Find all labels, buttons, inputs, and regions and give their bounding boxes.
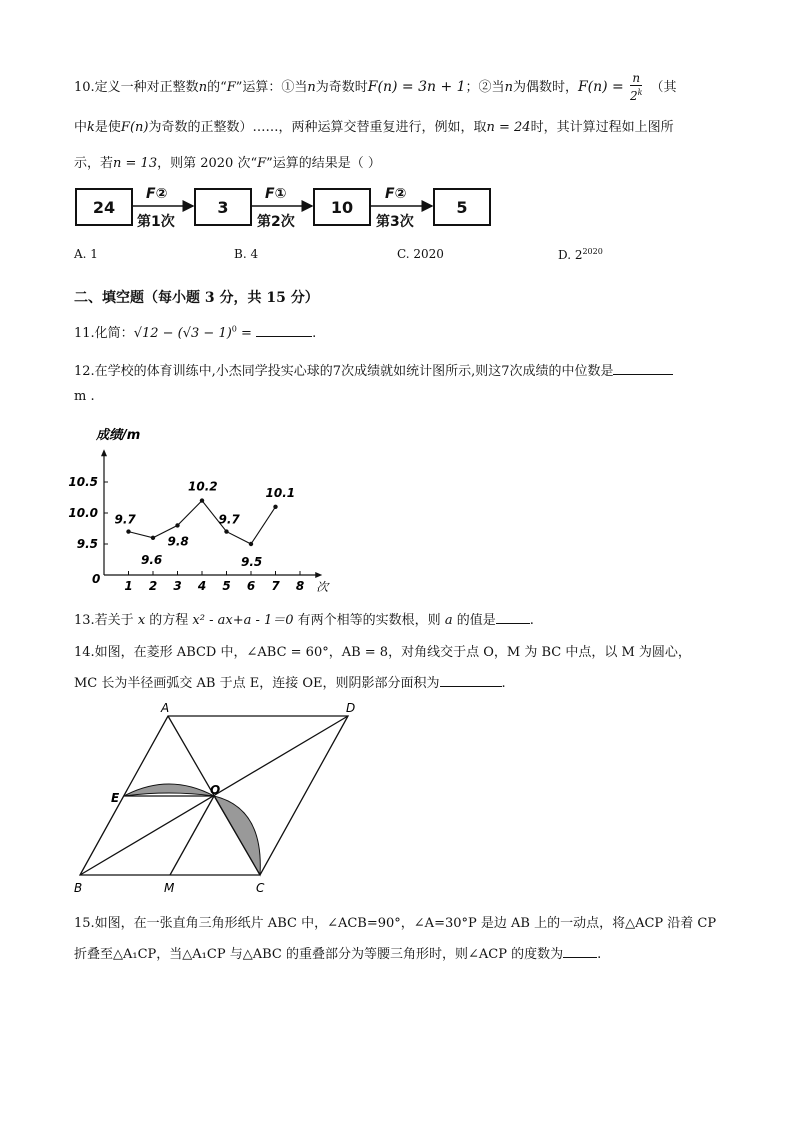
q13-equation: x² - ax+a - 1＝0 bbox=[192, 613, 294, 628]
x-tick-label: 1 bbox=[124, 579, 133, 593]
choice-b[interactable]: B. 4 bbox=[234, 247, 259, 261]
x-tick-label: 2 bbox=[148, 579, 158, 593]
data-point bbox=[249, 542, 253, 546]
q15-answer-blank[interactable] bbox=[563, 957, 597, 958]
flow-box-2: 3 bbox=[194, 188, 252, 226]
data-point bbox=[175, 523, 179, 527]
q14-answer-blank[interactable] bbox=[440, 686, 502, 687]
q10-formula-odd: F(n) = 3n + 1 bbox=[367, 79, 466, 95]
flow-op-1: F② bbox=[146, 186, 168, 202]
flow-step-3: 第3次 bbox=[376, 214, 414, 230]
flow-box-3: 10 bbox=[313, 188, 371, 226]
y-tick-label: 10.5 bbox=[68, 475, 98, 489]
section-title: 二、填空题（每小题 3 分，共 15 分） bbox=[74, 290, 319, 306]
shaded-region-eo bbox=[124, 784, 214, 796]
q12-line1: 12.在学校的体育训练中,小杰同学投实心球的7次成绩就如统计图所示,则这7次成绩的中位数是 bbox=[74, 360, 673, 379]
x-axis-arrow bbox=[315, 572, 322, 578]
rhombus-figure bbox=[70, 700, 370, 900]
x-tick-label: 6 bbox=[246, 579, 256, 593]
x-tick-label: 5 bbox=[222, 579, 231, 593]
y-tick-label: 10.0 bbox=[68, 506, 98, 520]
label-c: C bbox=[256, 881, 265, 895]
y-tick-label: 9.5 bbox=[76, 537, 98, 551]
flow-arrows bbox=[0, 0, 794, 240]
q10-fraction: $\frac{n}{2^k}$ bbox=[629, 71, 643, 103]
flow-op-2: F① bbox=[265, 186, 287, 202]
flow-step-2: 第2次 bbox=[257, 214, 295, 230]
flow-box-4: 5 bbox=[433, 188, 491, 226]
choice-a[interactable]: A. 1 bbox=[74, 247, 98, 261]
data-label: 10.1 bbox=[265, 485, 296, 500]
q13: 13.若关于 x 的方程 x² - ax+a - 1＝0 有两个相等的实数根，则 a 的值是 . bbox=[74, 613, 534, 628]
x-tick-label: 4 bbox=[197, 579, 207, 593]
data-point bbox=[273, 505, 277, 509]
q14-line2: MC 长为半径画弧交 AB 于点 E，连接 OE，则阴影部分面积为 . bbox=[74, 676, 506, 691]
q12-answer-blank[interactable] bbox=[613, 374, 673, 375]
data-point bbox=[126, 529, 130, 533]
flow-step-1: 第1次 bbox=[137, 214, 175, 230]
data-point bbox=[200, 498, 204, 502]
q10-line1: 10.定义一种对正整数n的“F”运算：①当n为奇数时F(n) = 3n + 1；②当n为偶数时，F(n) = $\frac{n}{2^k}$ （其 bbox=[74, 71, 677, 103]
choice-d[interactable]: D. $2^{2020}$ bbox=[558, 247, 603, 262]
data-point bbox=[151, 536, 155, 540]
q10-line3: 示，若n = 13，则第 2020 次“F”运算的结果是（ ） bbox=[74, 156, 381, 171]
data-label: 9.5 bbox=[241, 555, 263, 569]
q15-line2: 折叠至△A₁CP，当△A₁CP 与△ABC 的重叠部分为等腰三角形时，则∠ACP 的度数为 . bbox=[74, 947, 602, 962]
q12-line2: m . bbox=[74, 389, 95, 404]
q11: 11.化简：$√12 - (√3 - 1)^0$ = . bbox=[74, 324, 317, 341]
y-axis-label: 成绩/m bbox=[96, 428, 141, 444]
flow-op-3: F② bbox=[385, 186, 407, 202]
q11-answer-blank[interactable] bbox=[256, 336, 312, 337]
origin-label: 0 bbox=[92, 572, 101, 586]
choice-c[interactable]: C. 2020 bbox=[397, 247, 444, 261]
q15-line1: 15.如图，在一张直角三角形纸片 ABC 中，∠ACB=90°，∠A=30°P 是边 AB 上的一动点，将△ACP 沿着 CP bbox=[74, 916, 717, 931]
q10-line2: 中k是使F(n)为奇数的正整数）……，两种运算交替重复进行，例如，取n = 24时，其计算过程如上图所 bbox=[74, 120, 674, 135]
median-line-chart bbox=[60, 405, 360, 600]
x-tick-label: 8 bbox=[295, 579, 305, 593]
label-d: D bbox=[346, 701, 356, 715]
data-label: 9.7 bbox=[218, 512, 240, 527]
label-m: M bbox=[164, 881, 175, 895]
x-axis-label: 次 bbox=[316, 580, 329, 594]
data-label: 9.6 bbox=[141, 552, 163, 567]
q13-answer-blank[interactable] bbox=[496, 623, 530, 624]
data-point bbox=[224, 529, 228, 533]
data-label: 9.7 bbox=[114, 512, 136, 527]
label-o: O bbox=[210, 783, 221, 797]
flow-box-1: 24 bbox=[75, 188, 133, 226]
y-axis-arrow bbox=[101, 449, 107, 456]
series-line bbox=[129, 501, 276, 544]
data-label: 10.2 bbox=[188, 479, 218, 494]
q11-expression: √12 − (√3 − 1) bbox=[133, 326, 232, 341]
label-b: B bbox=[74, 881, 83, 895]
label-a: A bbox=[161, 701, 170, 715]
q14-line1: 14.如图，在菱形 ABCD 中，∠ABC = 60°，AB = 8，对角线交于点 O，M 为 BC 中点，以 M 为圆心， bbox=[74, 645, 691, 660]
x-tick-label: 3 bbox=[173, 579, 182, 593]
label-e: E bbox=[111, 791, 120, 805]
data-label: 9.8 bbox=[167, 534, 189, 549]
x-tick-label: 7 bbox=[271, 579, 280, 593]
